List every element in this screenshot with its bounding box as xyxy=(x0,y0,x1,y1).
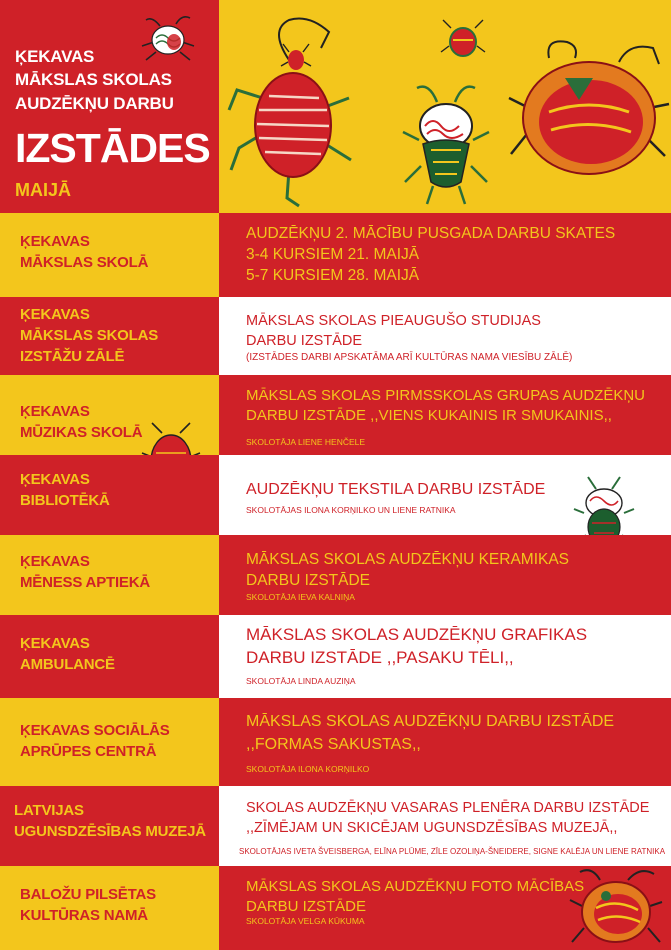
location-line-2: APRŪPES CENTRĀ xyxy=(20,743,157,760)
description-line-1: MĀKSLAS SKOLAS PIEAUGUŠO STUDIJAS xyxy=(246,313,541,329)
description-line-1: AUDZĒKŅU 2. MĀCĪBU PUSGADA DARBU SKATES xyxy=(246,225,616,242)
teacher-line: SKOLOTĀJA IEVA KALNIŅA xyxy=(246,592,355,602)
location-line-1: ĶEKAVAS xyxy=(20,635,90,652)
location-line-1: ĶEKAVAS SOCIĀLĀS xyxy=(20,722,170,739)
location-line-1: ĶEKAVAS xyxy=(20,403,90,420)
description-line-3: 5-7 KURSIEM 28. MAIJĀ xyxy=(246,267,420,284)
location-cell xyxy=(0,213,219,297)
location-line-2: BIBLIOTĒKĀ xyxy=(20,492,110,509)
description-line-2: DARBU IZSTĀDE xyxy=(246,333,363,349)
exhibition-row-5 xyxy=(0,535,671,615)
location-line-2: MĀKSLAS SKOLAS xyxy=(20,327,159,344)
description-cell xyxy=(219,786,671,866)
exhibition-row-6 xyxy=(0,615,671,698)
location-line-1: ĶEKAVAS xyxy=(20,471,90,488)
location-cell xyxy=(0,615,219,698)
description-line-2: DARBU IZSTĀDE ,,PASAKU TĒLI,, xyxy=(246,648,514,667)
beetle-drawing-icon xyxy=(570,866,662,950)
header-month: MAIJĀ xyxy=(15,180,72,200)
exhibition-row-4 xyxy=(0,455,671,535)
description-cell xyxy=(219,535,671,615)
description-line-1: MĀKSLAS SKOLAS AUDZĒKŅU GRAFIKAS xyxy=(246,625,588,644)
description-line-2: DARBU IZSTĀDE ,,VIENS KUKAINIS IR SMUKAINIS,, xyxy=(246,407,612,424)
description-line-2: ,,ZĪMĒJAM UN SKICĒJAM UGUNSDZĒSĪBAS MUZEJĀ,, xyxy=(246,820,618,836)
exhibition-row-7 xyxy=(0,698,671,786)
location-line-3: IZSTĀŽU ZĀLĒ xyxy=(20,348,125,365)
location-cell xyxy=(0,297,219,375)
location-cell xyxy=(0,866,219,950)
location-cell xyxy=(0,535,219,615)
header-beetles-artwork xyxy=(219,0,671,213)
teacher-line: SKOLOTĀJA VELGA KŪKUMA xyxy=(246,916,365,926)
location-line-1: BALOŽU PILSĒTAS xyxy=(20,886,156,903)
description-line-2: ,,FORMAS SAKUSTAS,, xyxy=(246,736,421,753)
location-line-1: LATVIJAS xyxy=(14,802,84,819)
teacher-line: SKOLOTĀJA ILONA KORŅILKO xyxy=(246,764,370,774)
location-line-2: KULTŪRAS NAMĀ xyxy=(20,907,148,924)
exhibition-row-8 xyxy=(0,786,671,866)
location-line-2: MĒNESS APTIEKĀ xyxy=(20,574,150,591)
description-line-2: DARBU IZSTĀDE xyxy=(246,572,371,589)
header-title-line-2: MĀKSLAS SKOLAS xyxy=(15,70,172,89)
beetle-drawing-icon xyxy=(281,38,311,78)
description-cell xyxy=(219,213,671,297)
teacher-line: SKOLOTĀJA LIENE HENČELE xyxy=(246,437,366,447)
location-cell xyxy=(0,786,219,866)
description-cell xyxy=(219,698,671,786)
description-line-1: AUDZĒKŅU TEKSTILA DARBU IZSTĀDE xyxy=(246,481,546,498)
teacher-line: SKOLOTĀJAS ILONA KORŅILKO UN LIENE RATNIKA xyxy=(246,505,456,515)
description-note: (IZSTĀDES DARBI APSKATĀMA ARĪ KULTŪRAS NAMA VIESĪBU ZĀLĒ) xyxy=(246,352,573,363)
location-cell xyxy=(0,455,219,535)
location-line-1: ĶEKAVAS xyxy=(20,233,90,250)
description-cell xyxy=(219,375,671,455)
beetle-drawing-icon xyxy=(403,82,489,206)
teacher-line: SKOLOTĀJAS IVETA ŠVEISBERGA, ELĪNA PLŪME, ZĪLE OZOLIŅA-ŠNEIDERE, SIGNE KALĒJA UN LIENE RATNIKA xyxy=(239,847,666,856)
location-line-2: MĀKSLAS SKOLĀ xyxy=(20,254,149,271)
description-cell xyxy=(219,297,671,375)
beetle-drawing-icon xyxy=(138,12,198,64)
description-line-1: MĀKSLAS SKOLAS AUDZĒKŅU DARBU IZSTĀDE xyxy=(246,713,615,730)
description-line-1: MĀKSLAS SKOLAS AUDZĒKŅU FOTO MĀCĪBAS xyxy=(246,878,585,895)
location-cell xyxy=(0,698,219,786)
description-line-1: MĀKSLAS SKOLAS PIRMSSKOLAS GRUPAS AUDZĒKŅU xyxy=(246,387,646,404)
description-line-2: DARBU IZSTĀDE xyxy=(246,898,367,915)
exhibition-row-2 xyxy=(0,297,671,375)
teacher-line: SKOLOTĀJA LINDA AUZIŅA xyxy=(246,676,356,686)
location-line-1: ĶEKAVAS xyxy=(20,553,90,570)
description-line-2: 3-4 KURSIEM 21. MAIJĀ xyxy=(246,246,420,263)
description-line-1: MĀKSLAS SKOLAS AUDZĒKŅU KERAMIKAS xyxy=(246,551,570,568)
description-line-1: SKOLAS AUDZĒKŅU VASARAS PLENĒRA DARBU IZSTĀDE xyxy=(246,800,650,816)
header-title-line-1: ĶEKAVAS xyxy=(15,47,95,66)
exhibition-row-1 xyxy=(0,213,671,297)
location-line-1: ĶEKAVAS xyxy=(20,306,90,323)
header-title-panel xyxy=(0,0,219,213)
exhibition-row-9 xyxy=(0,866,671,950)
location-line-2: MŪZIKAS SKOLĀ xyxy=(20,424,143,441)
header-title-line-3: AUDZĒKŅU DARBU xyxy=(15,94,174,113)
beetle-drawing-icon xyxy=(441,18,485,64)
location-line-2: AMBULANCĒ xyxy=(20,656,115,673)
description-cell xyxy=(219,615,671,698)
exhibition-row-3 xyxy=(0,375,671,455)
location-line-2: UGUNSDZĒSĪBAS MUZEJĀ xyxy=(14,823,206,840)
header-title-big: IZSTĀDES xyxy=(15,125,210,171)
beetle-drawing-icon xyxy=(509,38,669,198)
